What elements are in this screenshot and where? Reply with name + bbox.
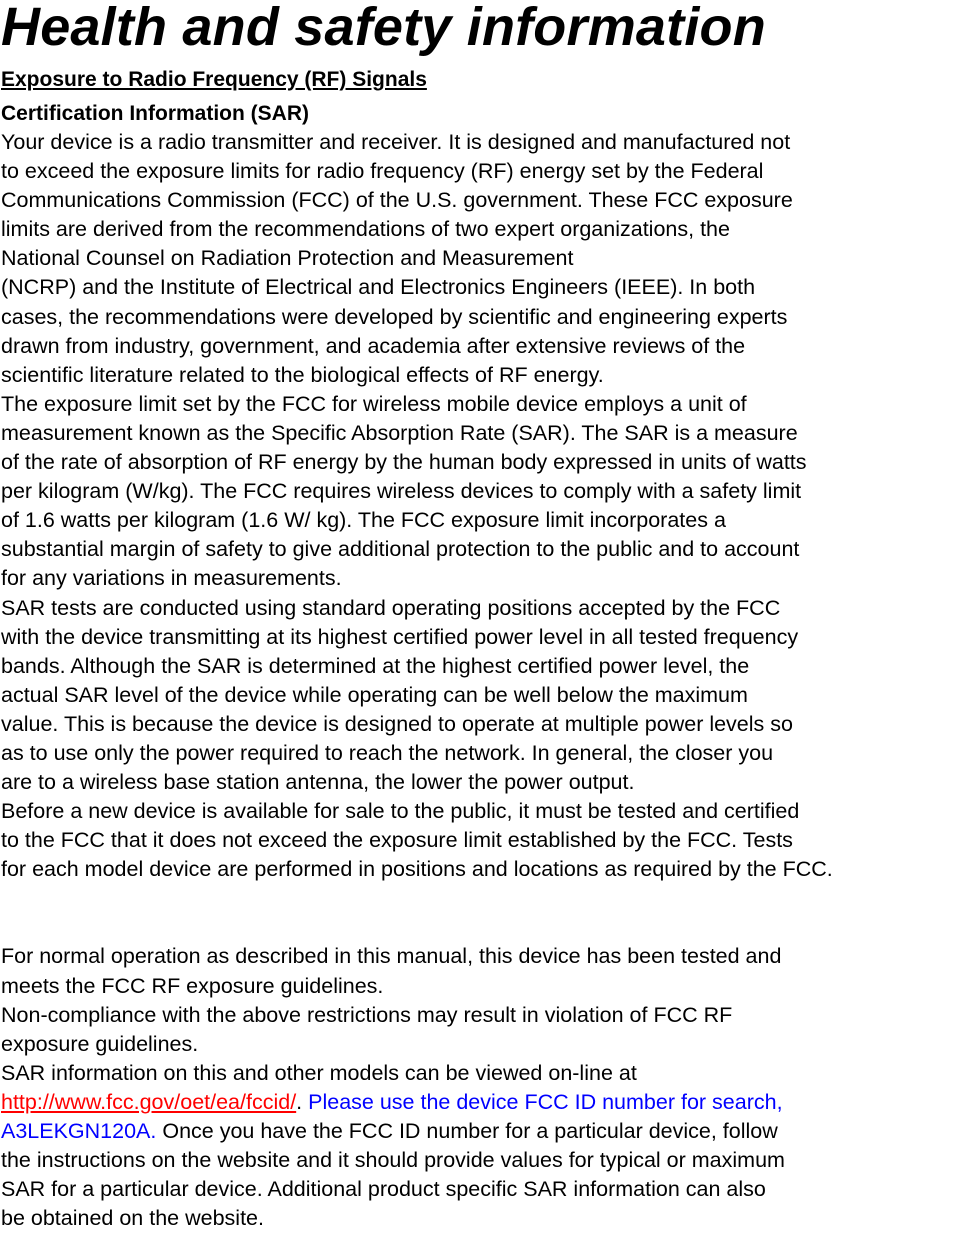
fcc-id-value: A3LEKGN120A. — [1, 1119, 157, 1143]
body-text — [1, 128, 965, 1233]
text-line: (NCRP) and the Institute of Electrical and Electronics Engineers (IEEE). In both — [1, 275, 756, 300]
text-line: SAR tests are conducted using standard operating positions accepted by the FCC — [1, 595, 781, 620]
text-line: Before a new device is available for sale to the public, it must be tested and certified — [1, 799, 800, 824]
text-line: of the rate of absorption of RF energy by the human body expressed in units of watts — [1, 450, 807, 475]
text-line: exposure guidelines. — [1, 1031, 199, 1056]
text-line: National Counsel on Radiation Protection and Measurement — [1, 246, 574, 271]
text-line: as to use only the power required to reach the network. In general, the closer you — [1, 740, 774, 765]
text-line: Communications Commission (FCC) of the U.S. government. These FCC exposure — [1, 188, 793, 213]
text-line: cases, the recommendations were developed by scientific and engineering experts — [1, 304, 788, 329]
text-line: Your device is a radio transmitter and receiver. It is designed and manufactured not — [1, 130, 791, 154]
section-heading: Exposure to Radio Frequency (RF) Signals — [1, 68, 427, 91]
page-title: Health and safety information — [1, 0, 766, 57]
text-line: of 1.6 watts per kilogram (1.6 W/ kg). The FCC exposure limit incorporates a — [1, 508, 726, 533]
text-line: measurement known as the Specific Absorption Rate (SAR). The SAR is a measure — [1, 420, 798, 445]
sub-heading: Certification Information (SAR) — [1, 102, 309, 125]
text-line: to the FCC that it does not exceed the exposure limit established by the FCC. Tests — [1, 828, 793, 853]
text-line: be obtained on the website. — [1, 1206, 264, 1231]
text-line: are to a wireless base station antenna, the lower the power output. — [1, 770, 635, 795]
text-line: for any variations in measurements. — [1, 566, 342, 591]
search-instruction: Please use the device FCC ID number for search, — [302, 1089, 783, 1114]
text-line: For normal operation as described in this manual, this device has been tested and — [1, 944, 782, 969]
text-segment: Once you have the FCC ID number for a particular device, follow — [156, 1119, 778, 1143]
text-line: with the device transmitting at its highest certified power level in all tested frequency — [1, 624, 799, 649]
text-line: The exposure limit set by the FCC for wireless mobile device employs a unit of — [1, 391, 747, 416]
text-line: SAR for a particular device. Additional product specific SAR information can also — [1, 1177, 766, 1202]
text-line: Non-compliance with the above restrictions may result in violation of FCC RF — [1, 1002, 733, 1027]
text-line: drawn from industry, government, and academia after extensive reviews of the — [1, 333, 746, 358]
text-line: meets the FCC RF exposure guidelines. — [1, 973, 384, 998]
text-line: the instructions on the website and it should provide values for typical or maximum — [1, 1148, 785, 1173]
text-line: substantial margin of safety to give additional protection to the public and to account — [1, 537, 800, 562]
text-line: bands. Although the SAR is determined at the highest certified power level, the — [1, 653, 750, 678]
text-line: SAR information on this and other models can be viewed on-line at — [1, 1060, 637, 1085]
text-line: actual SAR level of the device while operating can be well below the maximum — [1, 682, 748, 707]
fcc-id-search-link[interactable]: http://www.fcc.gov/oet/ea/fccid/ — [1, 1089, 297, 1114]
text-line: for each model device are performed in positions and locations as required by the FCC. — [1, 857, 833, 882]
text-line: scientific literature related to the biological effects of RF energy. — [1, 362, 604, 387]
text-line: limits are derived from the recommendations of two expert organizations, the — [1, 217, 730, 242]
sar-link-line — [1, 1088, 965, 1117]
link-period: . — [296, 1089, 303, 1114]
text-line: value. This is because the device is designed to operate at multiple power levels so — [1, 711, 793, 736]
fcc-id-line — [1, 1117, 965, 1146]
text-line: per kilogram (W/kg). The FCC requires wireless devices to comply with a safety limit — [1, 479, 802, 504]
text-line: to exceed the exposure limits for radio frequency (RF) energy set by the Federal — [1, 159, 764, 184]
spacer — [1, 884, 965, 942]
